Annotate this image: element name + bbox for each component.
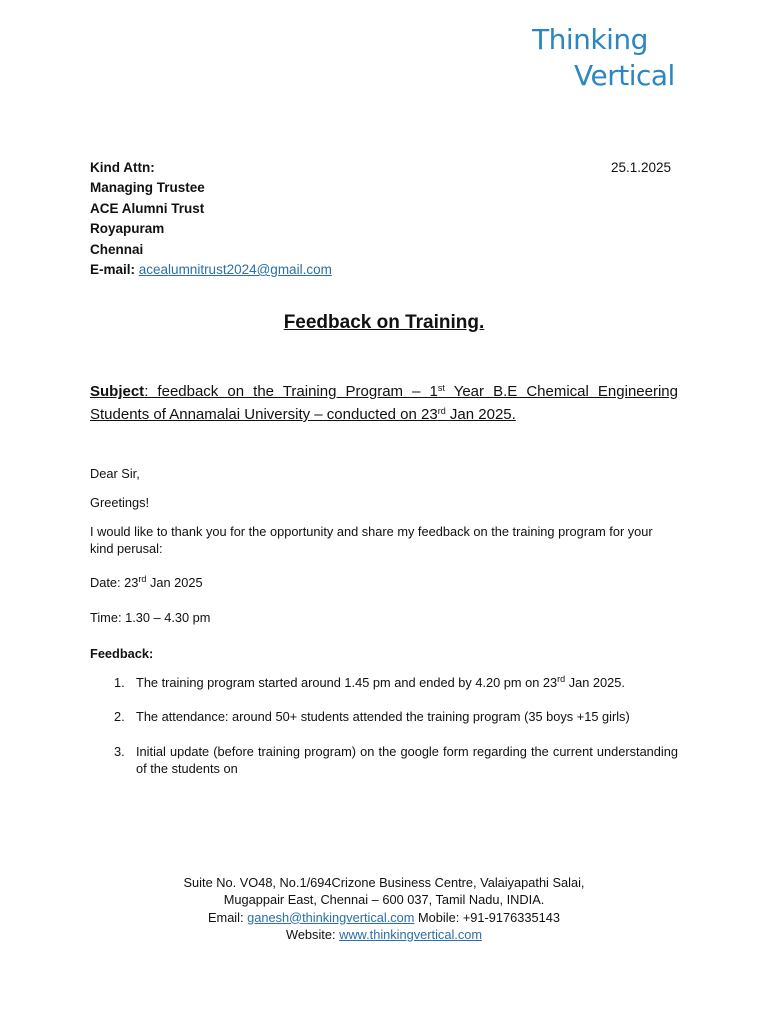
footer-website-link[interactable]: www.thinkingvertical.com [339,926,483,942]
list-text [136,674,678,691]
thanks-paragraph: I would like to thank you for the opportunity and share my feedback on the training program for your kind perusal: [90,524,653,556]
greeting: Greetings! [90,495,150,510]
attn-label: Kind Attn: [90,160,155,175]
item1-text-b: Jan 2025. [565,675,625,690]
recipient-city: Chennai [90,241,144,257]
recipient-title: Managing Trustee [90,180,205,196]
date-text-a: Date: 23 [90,575,139,590]
recipient-org: ACE Alumni Trust [90,200,205,216]
footer-mobile: Mobile: +91-9176335143 [414,909,560,925]
date-text-b: Jan 2025 [146,575,203,590]
email-label: E-mail: [90,262,136,278]
page-footer [0,874,768,943]
item1-sup: rd [557,674,566,684]
footer-website-label: Website: [285,926,340,942]
list-number: 3. [114,744,125,759]
subject-sup-b: rd [437,406,446,416]
logo-text-line2: Vertical [574,59,675,92]
salutation: Dear Sir, [90,466,140,481]
subject-line [90,380,678,426]
feedback-label: Feedback: [90,646,154,661]
letter-date: 25.1.2025 [611,160,672,175]
list-number: 2. [114,709,125,724]
page-title: Feedback on Training. [283,312,485,333]
footer-email-label: Email: [208,909,248,925]
date-sup: rd [138,574,147,584]
footer-website-row [0,926,768,943]
logo-text-line1: Thinking [532,23,648,56]
item1-text-a: The training program started around 1.45 pm and ended by 4.20 pm on 23 [136,675,558,690]
recipient-email-link[interactable]: acealumnitrust2024@gmail.com [138,262,332,278]
footer-address-line2: Mugappair East, Chennai – 600 037, Tamil Nadu, INDIA. [223,892,545,908]
subject-text-c: Jan 2025. [445,406,516,423]
training-time: Time: 1.30 – 4.30 pm [90,610,211,625]
footer-email-link[interactable]: ganesh@thinkingvertical.com [247,909,415,925]
list-text: Initial update (before training program) on the google form regarding the current understanding of the students on [136,744,678,776]
subject-text-a: : feedback on the Training Program – 1 [144,383,438,400]
footer-contact-row [0,909,768,926]
training-date [90,574,678,591]
recipient-email-row [90,260,332,280]
list-number: 1. [114,675,125,690]
subject-label: Subject [90,383,145,400]
recipient-block [90,158,332,280]
recipient-area: Royapuram [90,221,165,237]
subject-sup-a: st [437,383,445,393]
list-text: The attendance: around 50+ students attended the training program (35 boys +15 girls) [136,709,630,724]
subject-text-b: Year B.E Chemical Engineering Students of Annamalai University – conducted on 23 [90,383,678,423]
footer-address-line1: Suite No. VO48, No.1/694Crizone Business Centre, Valaiyapathi Salai, [183,875,585,890]
